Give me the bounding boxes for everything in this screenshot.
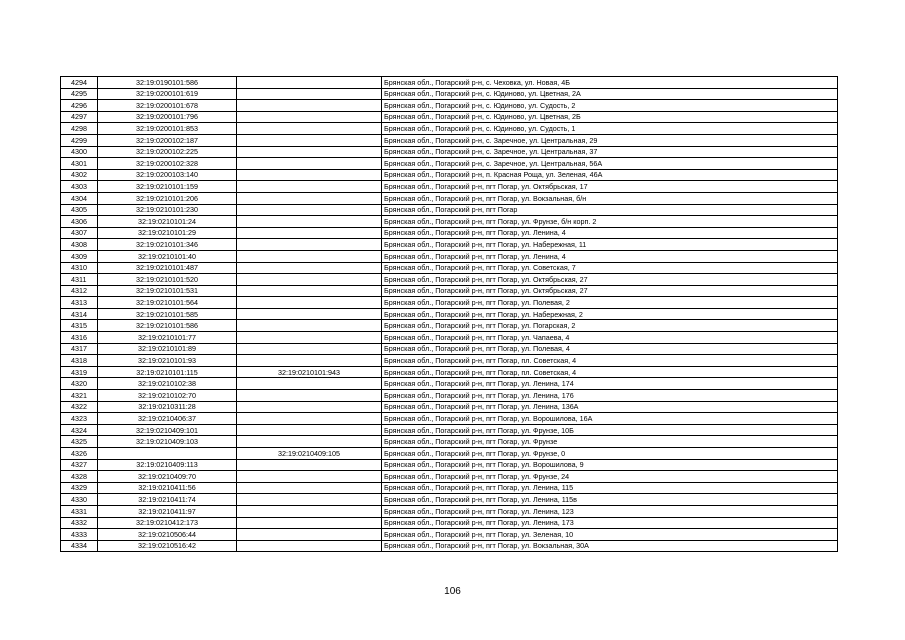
address-cell: Брянская обл., Погарский р-н, пгт Погар, ул. Октябрьская, 17	[382, 181, 838, 193]
table-row	[61, 146, 838, 158]
cadastral-number-cell: 32:19:0210411:97	[98, 505, 237, 517]
property-register-table	[60, 76, 838, 552]
table-row	[61, 366, 838, 378]
cadastral-number-cell: 32:19:0210101:520	[98, 274, 237, 286]
row-number-cell: 4306	[61, 216, 98, 228]
table-row	[61, 505, 838, 517]
cadastral-number-cell: 32:19:0210506:44	[98, 529, 237, 541]
address-cell: Брянская обл., Погарский р-н, пгт Погар, ул. Вокзальная, б/н	[382, 192, 838, 204]
table-row	[61, 88, 838, 100]
cadastral-number-cell: 32:19:0210101:115	[98, 366, 237, 378]
row-number-cell: 4301	[61, 158, 98, 170]
linked-cadastral-number-cell	[237, 401, 382, 413]
row-number-cell: 4294	[61, 77, 98, 89]
linked-cadastral-number-cell	[237, 100, 382, 112]
cadastral-number-cell: 32:19:0210101:77	[98, 332, 237, 344]
cadastral-number-cell: 32:19:0200102:225	[98, 146, 237, 158]
table-row	[61, 297, 838, 309]
address-cell: Брянская обл., Погарский р-н, с. Заречное, ул. Центральная, 56А	[382, 158, 838, 170]
row-number-cell: 4309	[61, 250, 98, 262]
table-row	[61, 285, 838, 297]
address-cell: Брянская обл., Погарский р-н, пгт Погар, ул. Октябрьская, 27	[382, 285, 838, 297]
table-row	[61, 459, 838, 471]
cadastral-number-cell: 32:19:0200102:328	[98, 158, 237, 170]
linked-cadastral-number-cell	[237, 390, 382, 402]
row-number-cell: 4308	[61, 239, 98, 251]
table-row	[61, 111, 838, 123]
address-cell: Брянская обл., Погарский р-н, пгт Погар, ул. Погарская, 2	[382, 320, 838, 332]
linked-cadastral-number-cell	[237, 274, 382, 286]
table-row	[61, 482, 838, 494]
row-number-cell: 4323	[61, 413, 98, 425]
address-cell: Брянская обл., Погарский р-н, пгт Погар, пл. Советская, 4	[382, 355, 838, 367]
table-row	[61, 320, 838, 332]
row-number-cell: 4321	[61, 390, 98, 402]
linked-cadastral-number-cell	[237, 216, 382, 228]
row-number-cell: 4329	[61, 482, 98, 494]
cadastral-number-cell: 32:19:0210101:159	[98, 181, 237, 193]
address-cell: Брянская обл., Погарский р-н, с. Заречное, ул. Центральная, 37	[382, 146, 838, 158]
row-number-cell: 4324	[61, 424, 98, 436]
address-cell: Брянская обл., Погарский р-н, пгт Погар, ул. Полевая, 2	[382, 297, 838, 309]
address-cell: Брянская обл., Погарский р-н, пгт Погар, ул. Фрунзе, 10Б	[382, 424, 838, 436]
table-row	[61, 494, 838, 506]
linked-cadastral-number-cell	[237, 169, 382, 181]
table-row	[61, 77, 838, 89]
address-cell: Брянская обл., Погарский р-н, пгт Погар, ул. Ленина, 136А	[382, 401, 838, 413]
address-cell: Брянская обл., Погарский р-н, пгт Погар, ул. Ленина, 176	[382, 390, 838, 402]
linked-cadastral-number-cell	[237, 88, 382, 100]
table-row	[61, 274, 838, 286]
linked-cadastral-number-cell	[237, 320, 382, 332]
row-number-cell: 4302	[61, 169, 98, 181]
cadastral-number-cell: 32:19:0200101:796	[98, 111, 237, 123]
cadastral-number-cell: 32:19:0210406:37	[98, 413, 237, 425]
table-row	[61, 100, 838, 112]
linked-cadastral-number-cell	[237, 424, 382, 436]
linked-cadastral-number-cell	[237, 494, 382, 506]
linked-cadastral-number-cell	[237, 355, 382, 367]
cadastral-number-cell: 32:19:0210101:24	[98, 216, 237, 228]
register-table-body	[61, 77, 838, 552]
cadastral-number-cell: 32:19:0210101:586	[98, 320, 237, 332]
table-row	[61, 204, 838, 216]
table-row	[61, 471, 838, 483]
table-row	[61, 169, 838, 181]
row-number-cell: 4304	[61, 192, 98, 204]
table-row	[61, 343, 838, 355]
table-row	[61, 540, 838, 552]
cadastral-number-cell: 32:19:0210102:70	[98, 390, 237, 402]
cadastral-number-cell: 32:19:0190101:586	[98, 77, 237, 89]
address-cell: Брянская обл., Погарский р-н, с. Чеховка, ул. Новая, 4Б	[382, 77, 838, 89]
table-row	[61, 529, 838, 541]
linked-cadastral-number-cell	[237, 308, 382, 320]
table-row	[61, 239, 838, 251]
linked-cadastral-number-cell	[237, 297, 382, 309]
row-number-cell: 4334	[61, 540, 98, 552]
row-number-cell: 4317	[61, 343, 98, 355]
row-number-cell: 4330	[61, 494, 98, 506]
table-row	[61, 517, 838, 529]
cadastral-number-cell: 32:19:0200102:187	[98, 134, 237, 146]
cadastral-number-cell: 32:19:0210102:38	[98, 378, 237, 390]
linked-cadastral-number-cell	[237, 529, 382, 541]
linked-cadastral-number-cell	[237, 285, 382, 297]
cadastral-number-cell	[98, 448, 237, 460]
row-number-cell: 4326	[61, 448, 98, 460]
linked-cadastral-number-cell	[237, 123, 382, 135]
table-row	[61, 227, 838, 239]
row-number-cell: 4319	[61, 366, 98, 378]
cadastral-number-cell: 32:19:0210101:29	[98, 227, 237, 239]
row-number-cell: 4299	[61, 134, 98, 146]
address-cell: Брянская обл., Погарский р-н, пгт Погар, ул. Ворошилова, 16А	[382, 413, 838, 425]
row-number-cell: 4314	[61, 308, 98, 320]
table-row	[61, 123, 838, 135]
address-cell: Брянская обл., Погарский р-н, с. Заречное, ул. Центральная, 29	[382, 134, 838, 146]
linked-cadastral-number-cell	[237, 227, 382, 239]
cadastral-number-cell: 32:19:0200101:853	[98, 123, 237, 135]
row-number-cell: 4327	[61, 459, 98, 471]
cadastral-number-cell: 32:19:0210409:101	[98, 424, 237, 436]
linked-cadastral-number-cell	[237, 158, 382, 170]
row-number-cell: 4322	[61, 401, 98, 413]
cadastral-number-cell: 32:19:0200101:678	[98, 100, 237, 112]
linked-cadastral-number-cell	[237, 517, 382, 529]
address-cell: Брянская обл., Погарский р-н, пгт Погар, ул. Чапаева, 4	[382, 332, 838, 344]
table-row	[61, 413, 838, 425]
cadastral-number-cell: 32:19:0210101:93	[98, 355, 237, 367]
table-row	[61, 216, 838, 228]
row-number-cell: 4295	[61, 88, 98, 100]
table-row	[61, 355, 838, 367]
address-cell: Брянская обл., Погарский р-н, пгт Погар, ул. Ленина, 4	[382, 250, 838, 262]
linked-cadastral-number-cell	[237, 146, 382, 158]
cadastral-number-cell: 32:19:0210101:206	[98, 192, 237, 204]
linked-cadastral-number-cell	[237, 540, 382, 552]
table-row	[61, 436, 838, 448]
address-cell: Брянская обл., Погарский р-н, пгт Погар	[382, 204, 838, 216]
cadastral-number-cell: 32:19:0210101:230	[98, 204, 237, 216]
address-cell: Брянская обл., Погарский р-н, пгт Погар, ул. Фрунзе, 24	[382, 471, 838, 483]
linked-cadastral-number-cell	[237, 459, 382, 471]
address-cell: Брянская обл., Погарский р-н, с. Юдиново, ул. Цветная, 2А	[382, 88, 838, 100]
row-number-cell: 4303	[61, 181, 98, 193]
address-cell: Брянская обл., Погарский р-н, пгт Погар, ул. Вокзальная, 30А	[382, 540, 838, 552]
address-cell: Брянская обл., Погарский р-н, пгт Погар, ул. Ленина, 4	[382, 227, 838, 239]
cadastral-number-cell: 32:19:0210409:70	[98, 471, 237, 483]
address-cell: Брянская обл., Погарский р-н, пгт Погар, ул. Ленина, 173	[382, 517, 838, 529]
row-number-cell: 4315	[61, 320, 98, 332]
cadastral-number-cell: 32:19:0210101:531	[98, 285, 237, 297]
row-number-cell: 4313	[61, 297, 98, 309]
linked-cadastral-number-cell	[237, 332, 382, 344]
address-cell: Брянская обл., Погарский р-н, пгт Погар, пл. Советская, 4	[382, 366, 838, 378]
cadastral-number-cell: 32:19:0210101:40	[98, 250, 237, 262]
address-cell: Брянская обл., Погарский р-н, пгт Погар, ул. Ленина, 115в	[382, 494, 838, 506]
linked-cadastral-number-cell	[237, 134, 382, 146]
row-number-cell: 4298	[61, 123, 98, 135]
address-cell: Брянская обл., Погарский р-н, с. Юдиново, ул. Судость, 1	[382, 123, 838, 135]
row-number-cell: 4296	[61, 100, 98, 112]
row-number-cell: 4312	[61, 285, 98, 297]
address-cell: Брянская обл., Погарский р-н, пгт Погар, ул. Фрунзе, б/н корп. 2	[382, 216, 838, 228]
cadastral-number-cell: 32:19:0210101:564	[98, 297, 237, 309]
table-row	[61, 332, 838, 344]
address-cell: Брянская обл., Погарский р-н, пгт Погар, ул. Фрунзе	[382, 436, 838, 448]
row-number-cell: 4297	[61, 111, 98, 123]
table-row	[61, 390, 838, 402]
table-row	[61, 308, 838, 320]
row-number-cell: 4305	[61, 204, 98, 216]
linked-cadastral-number-cell: 32:19:0210409:105	[237, 448, 382, 460]
row-number-cell: 4320	[61, 378, 98, 390]
linked-cadastral-number-cell	[237, 482, 382, 494]
table-row	[61, 378, 838, 390]
row-number-cell: 4332	[61, 517, 98, 529]
row-number-cell: 4333	[61, 529, 98, 541]
address-cell: Брянская обл., Погарский р-н, п. Красная Роща, ул. Зеленая, 46А	[382, 169, 838, 181]
cadastral-number-cell: 32:19:0200103:140	[98, 169, 237, 181]
row-number-cell: 4328	[61, 471, 98, 483]
row-number-cell: 4311	[61, 274, 98, 286]
cadastral-number-cell: 32:19:0210101:346	[98, 239, 237, 251]
cadastral-number-cell: 32:19:0210411:74	[98, 494, 237, 506]
row-number-cell: 4300	[61, 146, 98, 158]
address-cell: Брянская обл., Погарский р-н, пгт Погар, ул. Ленина, 123	[382, 505, 838, 517]
address-cell: Брянская обл., Погарский р-н, с. Юдиново, ул. Судость, 2	[382, 100, 838, 112]
linked-cadastral-number-cell	[237, 181, 382, 193]
table-row	[61, 401, 838, 413]
address-cell: Брянская обл., Погарский р-н, пгт Погар, ул. Зеленая, 10	[382, 529, 838, 541]
page-number: 106	[444, 586, 461, 597]
row-number-cell: 4307	[61, 227, 98, 239]
address-cell: Брянская обл., Погарский р-н, пгт Погар, ул. Набережная, 11	[382, 239, 838, 251]
linked-cadastral-number-cell	[237, 436, 382, 448]
address-cell: Брянская обл., Погарский р-н, пгт Погар, ул. Ленина, 115	[382, 482, 838, 494]
linked-cadastral-number-cell	[237, 204, 382, 216]
cadastral-number-cell: 32:19:0210101:487	[98, 262, 237, 274]
cadastral-number-cell: 32:19:0200101:619	[98, 88, 237, 100]
address-cell: Брянская обл., Погарский р-н, пгт Погар, ул. Набережная, 2	[382, 308, 838, 320]
table-row	[61, 158, 838, 170]
linked-cadastral-number-cell	[237, 378, 382, 390]
table-row	[61, 448, 838, 460]
address-cell: Брянская обл., Погарский р-н, пгт Погар, ул. Фрунзе, 0	[382, 448, 838, 460]
address-cell: Брянская обл., Погарский р-н, пгт Погар, ул. Ленина, 174	[382, 378, 838, 390]
cadastral-number-cell: 32:19:0210409:113	[98, 459, 237, 471]
table-row	[61, 262, 838, 274]
row-number-cell: 4310	[61, 262, 98, 274]
linked-cadastral-number-cell	[237, 250, 382, 262]
linked-cadastral-number-cell	[237, 239, 382, 251]
cadastral-number-cell: 32:19:0210411:56	[98, 482, 237, 494]
cadastral-number-cell: 32:19:0210311:28	[98, 401, 237, 413]
address-cell: Брянская обл., Погарский р-н, пгт Погар, ул. Советская, 7	[382, 262, 838, 274]
table-row	[61, 134, 838, 146]
cadastral-number-cell: 32:19:0210412:173	[98, 517, 237, 529]
cadastral-number-cell: 32:19:0210101:585	[98, 308, 237, 320]
linked-cadastral-number-cell	[237, 471, 382, 483]
table-row	[61, 192, 838, 204]
table-row	[61, 181, 838, 193]
table-row	[61, 250, 838, 262]
cadastral-number-cell: 32:19:0210516:42	[98, 540, 237, 552]
table-row	[61, 424, 838, 436]
row-number-cell: 4318	[61, 355, 98, 367]
linked-cadastral-number-cell	[237, 111, 382, 123]
linked-cadastral-number-cell	[237, 262, 382, 274]
linked-cadastral-number-cell	[237, 505, 382, 517]
address-cell: Брянская обл., Погарский р-н, пгт Погар, ул. Полевая, 4	[382, 343, 838, 355]
address-cell: Брянская обл., Погарский р-н, пгт Погар, ул. Ворошилова, 9	[382, 459, 838, 471]
cadastral-number-cell: 32:19:0210101:89	[98, 343, 237, 355]
row-number-cell: 4316	[61, 332, 98, 344]
linked-cadastral-number-cell: 32:19:0210101:943	[237, 366, 382, 378]
linked-cadastral-number-cell	[237, 413, 382, 425]
row-number-cell: 4325	[61, 436, 98, 448]
row-number-cell: 4331	[61, 505, 98, 517]
linked-cadastral-number-cell	[237, 343, 382, 355]
linked-cadastral-number-cell	[237, 77, 382, 89]
linked-cadastral-number-cell	[237, 192, 382, 204]
address-cell: Брянская обл., Погарский р-н, с. Юдиново, ул. Цветная, 2Б	[382, 111, 838, 123]
address-cell: Брянская обл., Погарский р-н, пгт Погар, ул. Октябрьская, 27	[382, 274, 838, 286]
cadastral-number-cell: 32:19:0210409:103	[98, 436, 237, 448]
